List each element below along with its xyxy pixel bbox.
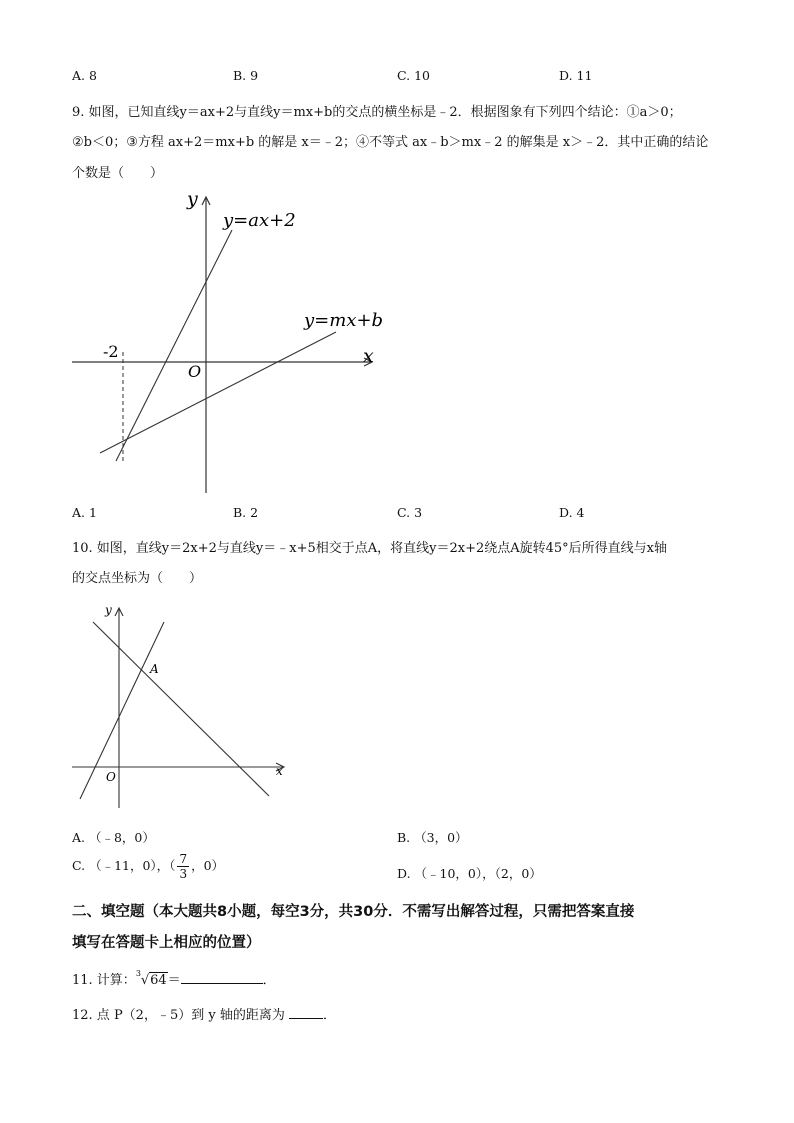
q11-answer-blank[interactable] [181,971,263,984]
q11-question [72,969,276,988]
q9-x-label: x [363,345,374,367]
q10-text-line1: 10. 如图，直线y＝2x+2与直线y＝﹣x+5相交于点A，将直线y＝2x+2绕点A旋转45°后所得直线与x轴 [72,541,668,556]
q10-option-c-prefix: C. （﹣11，0），（ [72,858,176,873]
radicand: 64 [150,973,167,988]
q9-text-line3: 个数是（ ） [72,166,164,181]
q10-point-a-label: A [150,662,159,676]
q10-option-d: D. （﹣10，0），（2，0） [397,866,542,881]
q9-graph [66,185,386,500]
q9-option-c: C. 3 [397,505,423,520]
q9-tick-label: -2 [103,342,119,361]
q8-option-a: A. 8 [72,68,97,83]
q9-line-mx-plus-b [100,332,336,453]
q9-option-a: A. 1 [72,505,97,520]
q9-line-ax-plus-2 [116,230,232,461]
q10-option-a: A. （﹣8，0） [72,830,155,845]
q10-x-label: x [276,764,283,778]
q10-option-b: B. （3，0） [397,830,468,845]
q8-option-c: C. 10 [397,68,430,83]
cube-root-expression [135,969,168,988]
q12-end: ． [322,1008,336,1023]
q12-text: 12. 点 P（2，﹣5）到 y 轴的距离为 [72,1008,285,1023]
fraction-denominator: 3 [179,867,188,881]
q9-option-b: B. 2 [233,505,259,520]
root-index: 3 [135,969,141,978]
q9-origin-label: O [188,362,202,381]
q9-text-line1: 9. 如图，已知直线y＝ax+2与直线y＝mx+b的交点的横坐标是﹣2．根据图象有下列四个结论：①a＞0； [72,105,682,120]
q10-y-label: y [105,603,112,617]
q12-answer-blank[interactable] [289,1006,323,1019]
q11-equals: ＝ [167,973,181,988]
radical-sign: √64 [140,973,167,988]
q9-line2-label: y=mx+b [304,310,384,331]
section2-heading-line2: 填写在答题卡上相应的位置） [72,935,261,951]
q12-question [72,1004,336,1023]
q9-text-line2: ②b＜0；③方程 ax+2＝mx+b 的解是 x＝﹣2；④不等式 ax﹣b＞mx﹣2 的解集是 x＞﹣2．其中正确的结论 [72,135,709,150]
q10-option-c-suffix: ，0） [191,858,225,873]
q8-option-b: B. 9 [233,68,259,83]
q9-option-d: D. 4 [559,505,585,520]
q10-origin-label: O [106,770,116,784]
fraction-numerator: 7 [179,852,188,866]
q10-graph [66,600,296,815]
q10-text-line2: 的交点坐标为（ ） [72,571,203,586]
section2-heading-line1: 二、填空题（本大题共8小题，每空3分，共30分．不需写出解答过程，只需把答案直接 [72,904,635,920]
q10-line-2x-plus-2 [80,622,164,799]
q10-option-c [72,853,224,880]
q9-line1-label: y=ax+2 [223,210,296,231]
q11-end: ． [262,973,276,988]
q9-y-label: y [187,188,198,210]
q8-option-d: D. 11 [559,68,593,83]
q11-prefix: 11. 计算： [72,973,136,988]
q10-option-c-fraction [177,853,189,880]
